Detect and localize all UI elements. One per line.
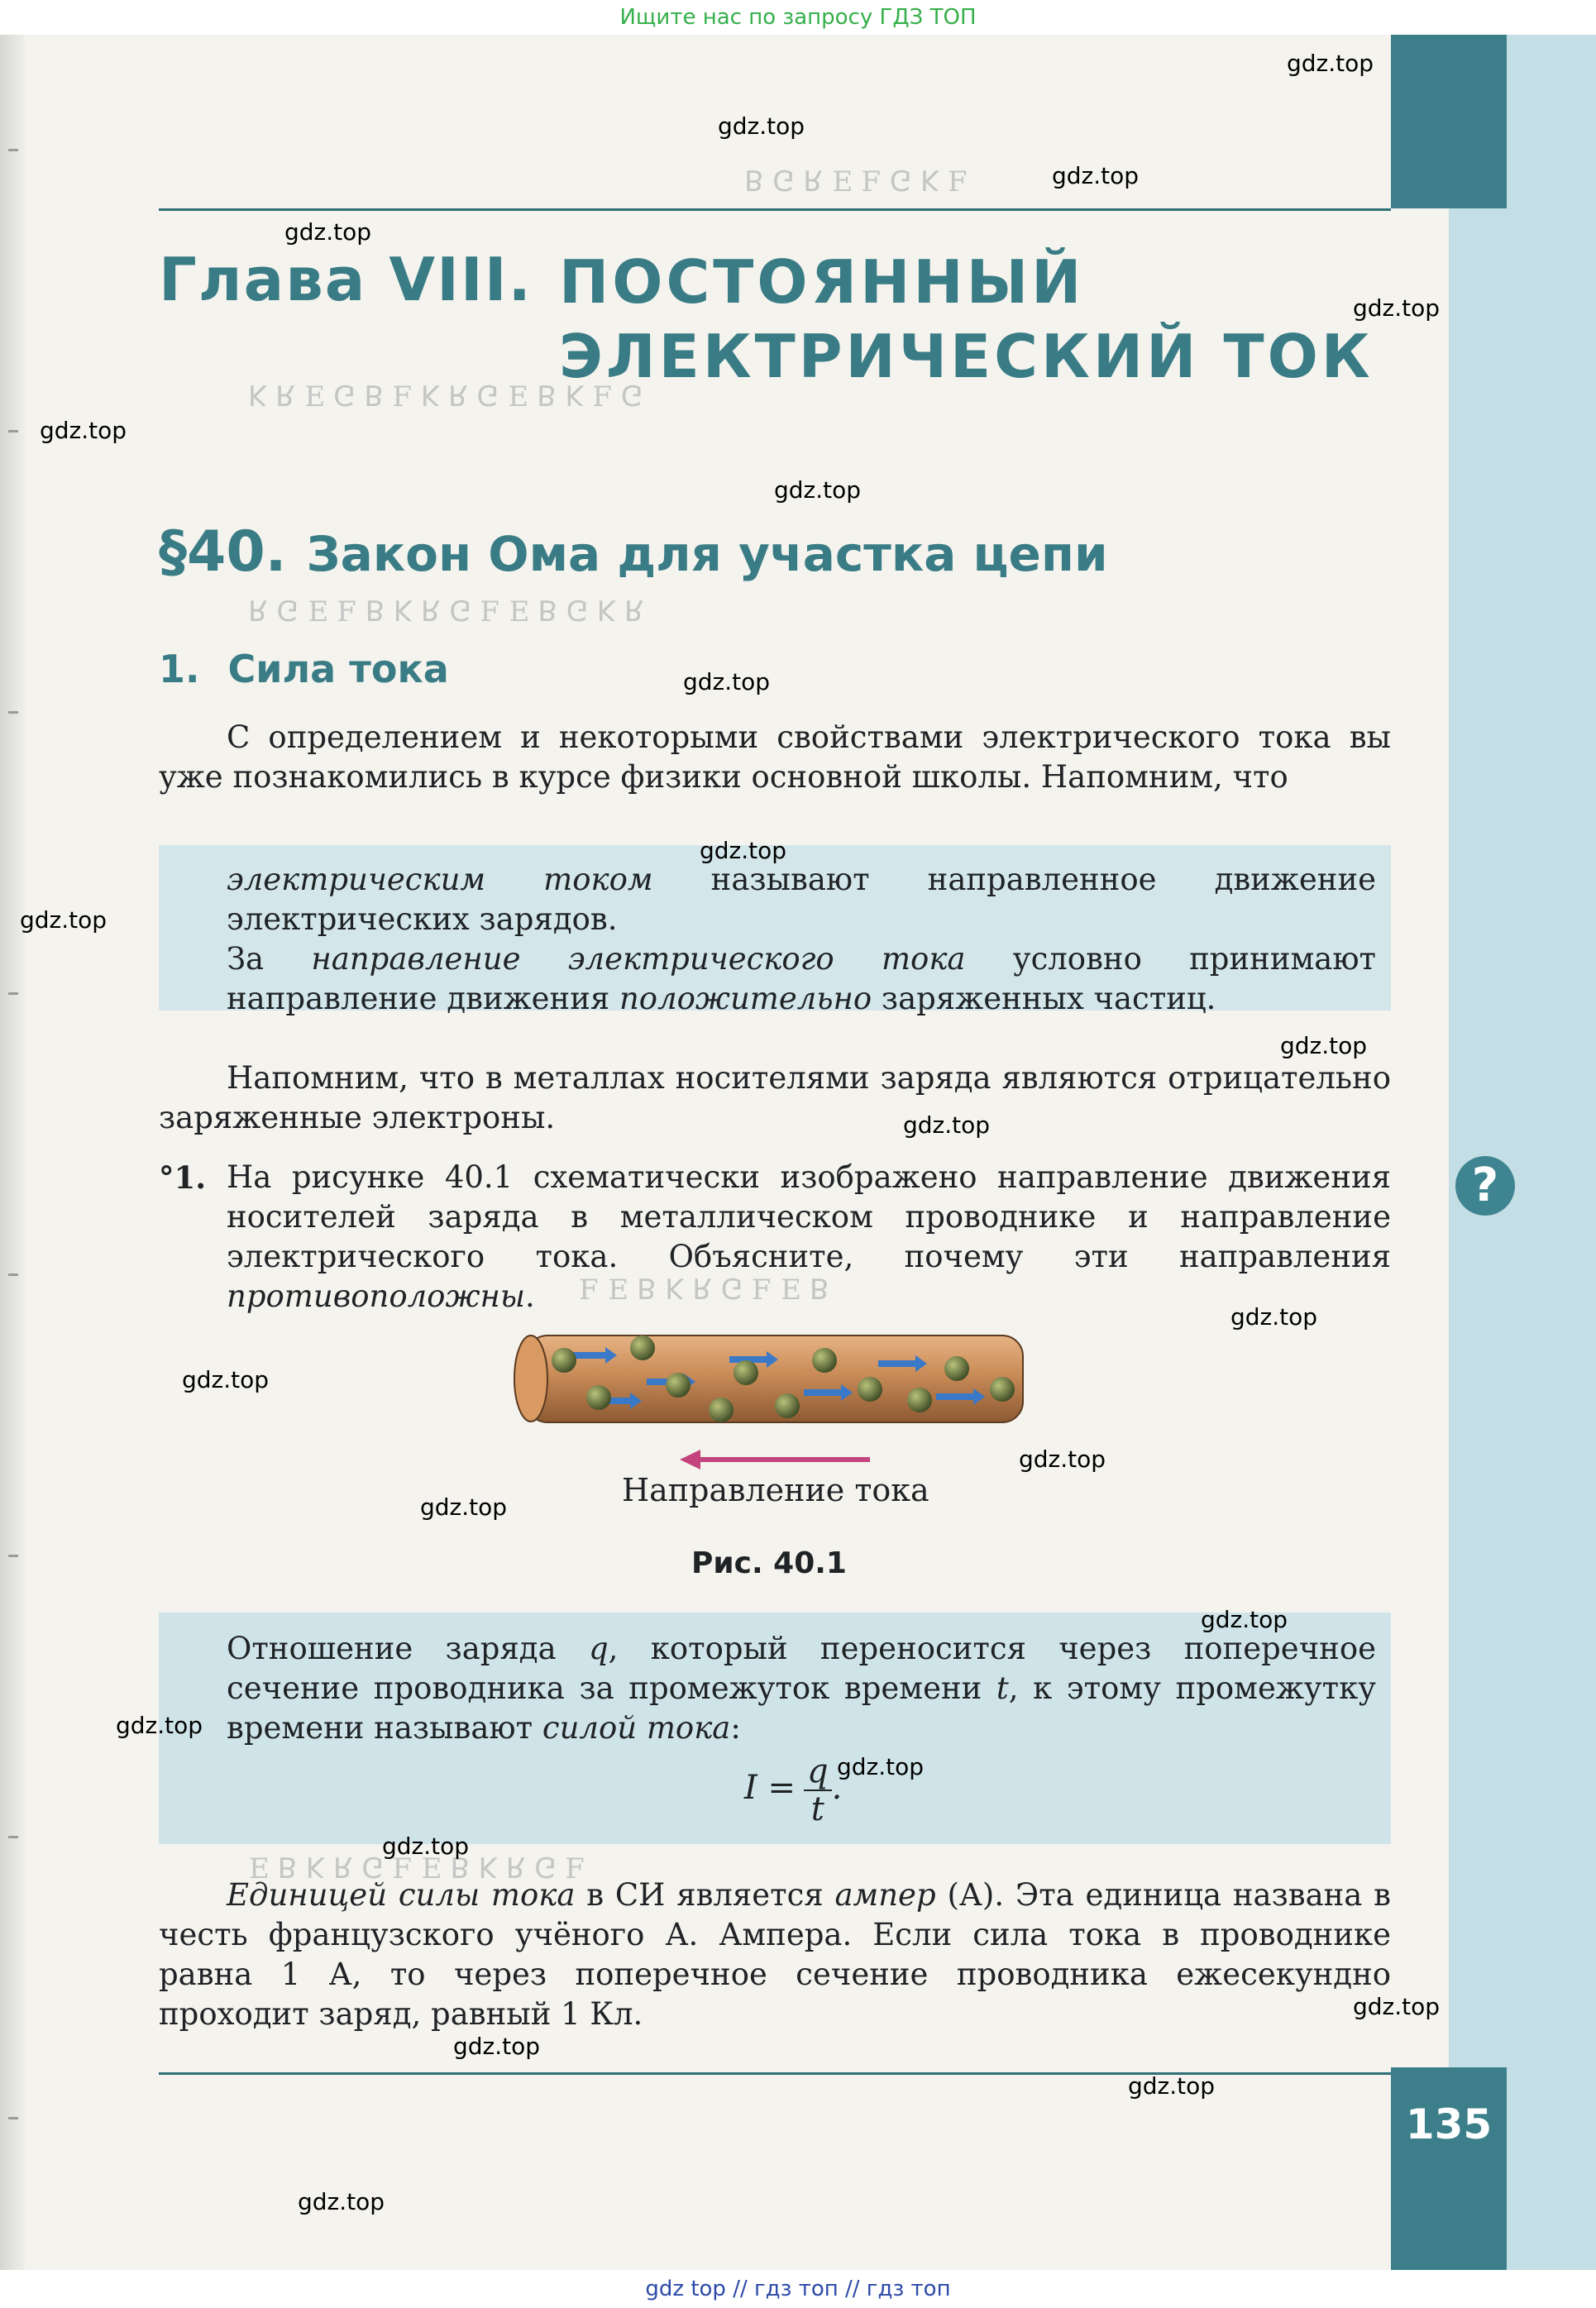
watermark: gdz.top xyxy=(182,1366,270,1393)
watermark: gdz.top xyxy=(1280,1032,1368,1059)
current-formula xyxy=(744,1753,842,1828)
show-through-text: ꟻ ꓨ ꓤ ꓘ ꓭ Ǝ ꟻ ꓨ ꓤ ꓘ ꓭ Ǝ xyxy=(248,1852,585,1885)
var-t: t xyxy=(996,1670,1009,1706)
chapter-title-line: ПОСТОЯННЫЙ xyxy=(559,247,1085,317)
watermark: gdz.top xyxy=(20,906,108,934)
definition-text: За xyxy=(227,941,312,977)
subsection-heading xyxy=(159,647,449,691)
subsection-title: Сила тока xyxy=(227,647,449,691)
watermark: gdz.top xyxy=(116,1712,203,1739)
term-current-unit: Единицей силы тока xyxy=(227,1877,576,1913)
chapter-label: Глава VIII. xyxy=(159,245,533,314)
definition-text: называют направленное движение электрических зарядов. xyxy=(227,862,1376,937)
watermark: gdz.top xyxy=(284,218,372,246)
paragraph-text: в СИ является xyxy=(575,1877,835,1913)
page-number: 135 xyxy=(1405,2100,1493,2148)
watermark: gdz.top xyxy=(453,2033,541,2060)
binding-tick xyxy=(8,2117,18,2119)
binding-tick xyxy=(8,992,18,995)
formula-lhs: I = xyxy=(744,1769,796,1807)
question-icon: ? xyxy=(1455,1156,1515,1216)
watermark: gdz.top xyxy=(1052,162,1140,189)
term-current-strength: силой тока xyxy=(542,1710,731,1746)
intro-paragraph: С определением и некоторыми свойствами электрического тока вы уже познакомились в курсе физики основной школы. Напомним, что xyxy=(159,719,1391,795)
formula-end: . xyxy=(831,1769,843,1807)
var-q: q xyxy=(588,1631,609,1666)
watermark: gdz.top xyxy=(718,112,805,140)
current-direction-arrow xyxy=(680,1450,870,1469)
watermark: gdz.top xyxy=(1287,50,1374,77)
reminder-paragraph: Напомним, что в металлах носителями заряда являются отрицательно заряженные электроны. xyxy=(159,1060,1391,1135)
binding-tick xyxy=(8,430,18,432)
watermark: gdz.top xyxy=(683,668,771,695)
margin-band xyxy=(1449,35,1596,2270)
definition-current xyxy=(227,860,1376,1019)
definition-text: заряженных частиц. xyxy=(872,981,1216,1016)
watermark: gdz.top xyxy=(700,837,787,864)
page-binding xyxy=(0,35,25,2270)
term-electric-current: электрическим током xyxy=(227,862,653,897)
header-rule xyxy=(159,208,1391,211)
paragraph-text: (А). Эта единица названа в честь французского учёного А. Ампера. Если сила тока в проводнике равна 1 А, то через поперечное сечение проводника ежесекундно проходит заряд, равный 1 Кл. xyxy=(159,1877,1391,2032)
formula-numerator: q xyxy=(804,1753,832,1791)
show-through-text: ꓤ ꓘ ꓨ ꓭ Ǝ ꟻ ꓨ ꓤ ꓘ ꓭ ꟻ Ǝ ꓨ ꓤ xyxy=(248,595,644,628)
definition-text: , к этому промежутку времени называют xyxy=(227,1670,1377,1746)
show-through-text: ꟻ ꓘ ꓨ ꟻ Ǝ ꓤ ꓨ ꓭ xyxy=(744,165,968,198)
conductor-end xyxy=(514,1336,547,1422)
watermark: gdz.top xyxy=(903,1111,991,1139)
definition-text: условно принимают направление движения xyxy=(227,941,1376,1016)
definition-text: , который переносится через поперечное сечение проводника за промежуток времени xyxy=(227,1631,1376,1706)
watermark: gdz.top xyxy=(1230,1303,1318,1331)
formula-fraction xyxy=(804,1753,832,1828)
watermark: gdz.top xyxy=(1353,294,1441,322)
section-title: Закон Ома для участка цепи xyxy=(306,526,1108,582)
chapter-title xyxy=(559,245,1374,394)
conductor-figure xyxy=(506,1311,1044,1476)
show-through-text: ꓭ Ǝ ꟻ ꓨ ꓤ ꓘ ꓭ Ǝ ꟻ xyxy=(579,1273,829,1307)
formula-denominator: t xyxy=(810,1790,824,1828)
section-heading xyxy=(159,519,1108,585)
watermark: gdz.top xyxy=(382,1833,470,1860)
watermark: gdz.top xyxy=(1353,1993,1441,2020)
header-tab xyxy=(1391,35,1507,208)
subsection-number: 1. xyxy=(159,647,200,691)
show-through-text: ꓨ ꟻ ꓘ ꓭ Ǝ ꓨ ꓤ ꓘ ꟻ ꓭ ꓨ Ǝ ꓤ ꓘ xyxy=(248,380,643,413)
question-paragraph xyxy=(159,1158,1391,1316)
figure-caption: Направление тока xyxy=(622,1472,929,1508)
bottom-banner[interactable]: gdz top // гдз топ // гдз топ xyxy=(0,2270,1596,2308)
watermark: gdz.top xyxy=(1128,2072,1216,2100)
binding-tick xyxy=(8,1836,18,1838)
watermark: gdz.top xyxy=(1201,1606,1288,1633)
definition-text: Отношение заряда xyxy=(227,1631,589,1666)
binding-tick xyxy=(8,1555,18,1557)
chapter-title-line: ЭЛЕКТРИЧЕСКИЙ ТОК xyxy=(559,322,1374,391)
section-number: §40. xyxy=(159,519,287,585)
watermark: gdz.top xyxy=(420,1493,508,1521)
question-text: На рисунке 40.1 схематически изображено направление движения носителей заряда в металлическом проводнике и направление электрического тока. Объясните, почему эти направления xyxy=(227,1159,1391,1274)
binding-tick xyxy=(8,1273,18,1276)
watermark: gdz.top xyxy=(1019,1445,1106,1473)
watermark: gdz.top xyxy=(298,2188,385,2215)
watermark: gdz.top xyxy=(774,476,862,504)
binding-tick xyxy=(8,149,18,151)
term-ampere: ампер xyxy=(834,1877,936,1913)
page-number-tab xyxy=(1391,2067,1507,2270)
term-positive: положительно xyxy=(619,981,872,1016)
question-marker: °1. xyxy=(159,1159,207,1196)
definition-current-strength xyxy=(227,1629,1376,1748)
unit-paragraph xyxy=(159,1876,1391,2034)
figure-label: Рис. 40.1 xyxy=(691,1546,847,1580)
term-current-direction: направление электрического тока xyxy=(311,941,966,977)
watermark: gdz.top xyxy=(837,1753,925,1780)
watermark: gdz.top xyxy=(40,417,127,444)
top-banner[interactable]: Ищите нас по запросу ГДЗ ТОП xyxy=(0,0,1596,35)
question-emphasis: противоположны xyxy=(227,1278,526,1314)
binding-tick xyxy=(8,711,18,714)
question-text: . xyxy=(525,1278,535,1314)
definition-text: : xyxy=(730,1710,741,1746)
